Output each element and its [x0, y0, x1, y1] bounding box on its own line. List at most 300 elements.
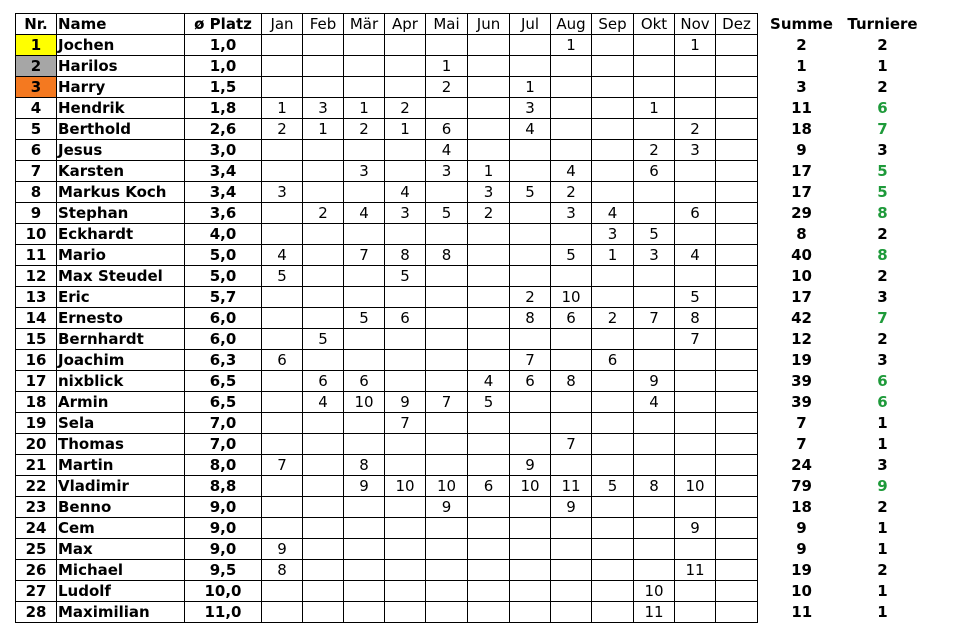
table-row	[16, 455, 920, 476]
month-place: 1	[262, 98, 303, 119]
rank-number: 15	[16, 329, 57, 350]
table-row	[16, 560, 920, 581]
month-place: 7	[634, 308, 675, 329]
table-row	[16, 182, 920, 203]
month-place	[385, 581, 426, 602]
month-place: 1	[551, 35, 592, 56]
month-place: 11	[551, 476, 592, 497]
month-place	[675, 602, 716, 623]
table-row	[16, 35, 920, 56]
month-place: 9	[344, 476, 385, 497]
month-place	[262, 518, 303, 539]
turniere-count: 5	[877, 162, 888, 180]
table-row	[16, 329, 920, 350]
month-place: 5	[262, 266, 303, 287]
month-place	[634, 413, 675, 434]
month-place	[385, 539, 426, 560]
month-place	[510, 518, 551, 539]
month-place	[344, 266, 385, 287]
month-place	[426, 329, 468, 350]
rank-number: 16	[16, 350, 57, 371]
month-place: 5	[675, 287, 716, 308]
month-place	[303, 266, 344, 287]
average-place: 9,0	[185, 518, 262, 539]
month-place	[468, 350, 510, 371]
month-place	[592, 539, 634, 560]
month-place	[510, 434, 551, 455]
month-place	[262, 602, 303, 623]
turniere-count: 8	[877, 204, 888, 222]
table-row	[16, 161, 920, 182]
month-place	[344, 182, 385, 203]
month-place: 10	[634, 581, 675, 602]
month-place: 3	[303, 98, 344, 119]
sum-value: 18	[791, 498, 812, 516]
month-place	[468, 329, 510, 350]
month-place	[303, 245, 344, 266]
month-place	[385, 560, 426, 581]
month-place: 9	[426, 497, 468, 518]
month-place	[344, 77, 385, 98]
month-place	[592, 287, 634, 308]
player-name: Thomas	[57, 434, 185, 455]
month-place: 2	[385, 98, 426, 119]
month-place	[592, 119, 634, 140]
table-row	[16, 266, 920, 287]
month-place	[303, 602, 344, 623]
month-place	[675, 371, 716, 392]
month-place	[468, 455, 510, 476]
month-place	[716, 161, 758, 182]
month-place	[385, 224, 426, 245]
month-place: 7	[551, 434, 592, 455]
header-month: Aug	[551, 14, 592, 35]
month-place	[551, 119, 592, 140]
month-place	[592, 140, 634, 161]
turniere-count: 9	[877, 477, 888, 495]
month-place	[468, 434, 510, 455]
ranking-table	[15, 13, 920, 623]
month-place: 10	[385, 476, 426, 497]
month-place	[303, 539, 344, 560]
month-place	[716, 329, 758, 350]
player-name: Armin	[57, 392, 185, 413]
turniere-count: 2	[877, 78, 888, 96]
sum-value: 17	[791, 183, 812, 201]
header-month: Jul	[510, 14, 551, 35]
month-place	[592, 329, 634, 350]
month-place	[716, 77, 758, 98]
month-place: 6	[426, 119, 468, 140]
average-place: 5,7	[185, 287, 262, 308]
month-place	[262, 203, 303, 224]
month-place	[303, 455, 344, 476]
month-place	[634, 329, 675, 350]
month-place: 10	[426, 476, 468, 497]
month-place	[468, 497, 510, 518]
month-place	[551, 602, 592, 623]
month-place	[468, 413, 510, 434]
month-place	[510, 224, 551, 245]
month-place	[385, 287, 426, 308]
month-place	[426, 371, 468, 392]
month-place: 7	[510, 350, 551, 371]
month-place: 1	[344, 98, 385, 119]
month-place	[716, 602, 758, 623]
player-name: Ernesto	[57, 308, 185, 329]
player-name: Michael	[57, 560, 185, 581]
month-place	[634, 518, 675, 539]
month-place	[592, 455, 634, 476]
sum-value: 9	[796, 519, 807, 537]
header-sum: Summe	[770, 15, 833, 33]
month-place: 2	[344, 119, 385, 140]
month-place	[426, 182, 468, 203]
month-place	[716, 476, 758, 497]
month-place: 6	[592, 350, 634, 371]
table-row	[16, 77, 920, 98]
month-place	[675, 266, 716, 287]
month-place	[551, 140, 592, 161]
rank-number: 6	[16, 140, 57, 161]
average-place: 8,0	[185, 455, 262, 476]
month-place: 1	[303, 119, 344, 140]
month-place: 6	[385, 308, 426, 329]
month-place	[551, 98, 592, 119]
month-place	[385, 434, 426, 455]
table-row	[16, 224, 920, 245]
average-place: 6,0	[185, 308, 262, 329]
month-place: 4	[344, 203, 385, 224]
turniere-count: 1	[877, 57, 888, 75]
month-place	[634, 35, 675, 56]
average-place: 6,3	[185, 350, 262, 371]
month-place	[551, 77, 592, 98]
turniere-count: 2	[877, 225, 888, 243]
month-place	[385, 140, 426, 161]
header-month: Mär	[344, 14, 385, 35]
month-place: 8	[510, 308, 551, 329]
month-place	[262, 35, 303, 56]
month-place: 2	[551, 182, 592, 203]
header-month: Apr	[385, 14, 426, 35]
rank-number: 5	[16, 119, 57, 140]
month-place: 6	[468, 476, 510, 497]
rank-number: 17	[16, 371, 57, 392]
month-place: 9	[675, 518, 716, 539]
table-row	[16, 434, 920, 455]
month-place: 8	[551, 371, 592, 392]
month-place	[344, 602, 385, 623]
month-place: 3	[592, 224, 634, 245]
sum-value: 19	[791, 561, 812, 579]
month-place	[468, 518, 510, 539]
month-place	[551, 392, 592, 413]
table-row	[16, 518, 920, 539]
sum-value: 12	[791, 330, 812, 348]
month-place	[262, 329, 303, 350]
month-place: 2	[675, 119, 716, 140]
average-place: 5,0	[185, 245, 262, 266]
month-place: 3	[262, 182, 303, 203]
month-place	[426, 602, 468, 623]
table-row	[16, 497, 920, 518]
player-name: Stephan	[57, 203, 185, 224]
month-place: 3	[510, 98, 551, 119]
month-place: 5	[385, 266, 426, 287]
month-place	[675, 455, 716, 476]
month-place: 6	[344, 371, 385, 392]
month-place	[344, 287, 385, 308]
month-place: 10	[675, 476, 716, 497]
month-place	[426, 434, 468, 455]
player-name: Mario	[57, 245, 185, 266]
average-place: 1,0	[185, 56, 262, 77]
sum-value: 7	[796, 414, 807, 432]
average-place: 10,0	[185, 581, 262, 602]
month-place	[716, 497, 758, 518]
month-place: 5	[592, 476, 634, 497]
month-place	[303, 77, 344, 98]
player-name: Eckhardt	[57, 224, 185, 245]
month-place: 7	[344, 245, 385, 266]
sum-value: 1	[796, 57, 807, 75]
month-place: 1	[592, 245, 634, 266]
rank-number: 20	[16, 434, 57, 455]
month-place	[716, 245, 758, 266]
month-place	[385, 77, 426, 98]
month-place	[551, 56, 592, 77]
rank-number: 12	[16, 266, 57, 287]
header-month: Dez	[716, 14, 758, 35]
month-place	[303, 287, 344, 308]
sum-value: 3	[796, 78, 807, 96]
rank-number: 1	[16, 35, 57, 56]
month-place: 3	[426, 161, 468, 182]
month-place	[634, 560, 675, 581]
month-place: 1	[675, 35, 716, 56]
rank-number: 11	[16, 245, 57, 266]
table-body	[16, 35, 920, 623]
month-place	[716, 392, 758, 413]
average-place: 8,8	[185, 476, 262, 497]
turniere-count: 3	[877, 351, 888, 369]
header-row	[16, 14, 920, 35]
month-place	[716, 287, 758, 308]
month-place	[426, 413, 468, 434]
player-name: Sela	[57, 413, 185, 434]
month-place	[551, 455, 592, 476]
sum-value: 24	[791, 456, 812, 474]
month-place: 11	[675, 560, 716, 581]
month-place	[426, 518, 468, 539]
turniere-count: 3	[877, 288, 888, 306]
month-place: 9	[510, 455, 551, 476]
month-place	[716, 371, 758, 392]
average-place: 6,0	[185, 329, 262, 350]
month-place	[716, 308, 758, 329]
month-place	[426, 308, 468, 329]
month-place	[510, 497, 551, 518]
player-name: Maximilian	[57, 602, 185, 623]
month-place	[716, 266, 758, 287]
player-name: Bernhardt	[57, 329, 185, 350]
month-place: 2	[634, 140, 675, 161]
player-name: Benno	[57, 497, 185, 518]
turniere-count: 2	[877, 267, 888, 285]
month-place: 5	[303, 329, 344, 350]
month-place	[303, 497, 344, 518]
month-place	[592, 602, 634, 623]
month-place: 3	[551, 203, 592, 224]
month-place	[592, 161, 634, 182]
month-place: 10	[551, 287, 592, 308]
month-place	[634, 539, 675, 560]
sum-value: 10	[791, 267, 812, 285]
table-row	[16, 140, 920, 161]
month-place: 8	[262, 560, 303, 581]
sum-value: 39	[791, 393, 812, 411]
month-place	[468, 56, 510, 77]
sum-value: 7	[796, 435, 807, 453]
month-place	[468, 98, 510, 119]
table-row	[16, 392, 920, 413]
table-row	[16, 476, 920, 497]
rank-number: 21	[16, 455, 57, 476]
header-month: Okt	[634, 14, 675, 35]
month-place	[426, 98, 468, 119]
month-place	[385, 518, 426, 539]
month-place	[344, 140, 385, 161]
month-place: 3	[634, 245, 675, 266]
month-place: 6	[262, 350, 303, 371]
month-place	[468, 581, 510, 602]
sum-value: 17	[791, 162, 812, 180]
month-place	[675, 497, 716, 518]
sum-value: 17	[791, 288, 812, 306]
month-place	[468, 560, 510, 581]
rank-number: 2	[16, 56, 57, 77]
month-place	[426, 581, 468, 602]
month-place	[634, 182, 675, 203]
month-place	[426, 287, 468, 308]
month-place	[303, 35, 344, 56]
table-row	[16, 287, 920, 308]
month-place	[385, 35, 426, 56]
sum-value: 40	[791, 246, 812, 264]
month-place	[262, 371, 303, 392]
month-place: 9	[634, 371, 675, 392]
turniere-count: 2	[877, 36, 888, 54]
month-place	[344, 581, 385, 602]
average-place: 7,0	[185, 413, 262, 434]
month-place: 1	[385, 119, 426, 140]
header-month: Nov	[675, 14, 716, 35]
month-place	[592, 518, 634, 539]
month-place: 4	[510, 119, 551, 140]
month-place	[510, 56, 551, 77]
month-place	[303, 560, 344, 581]
table-row	[16, 308, 920, 329]
month-place: 8	[675, 308, 716, 329]
sum-value: 9	[796, 540, 807, 558]
month-place	[468, 119, 510, 140]
month-place: 4	[551, 161, 592, 182]
month-place	[344, 56, 385, 77]
month-place: 2	[510, 287, 551, 308]
turniere-count: 1	[877, 519, 888, 537]
month-place	[344, 434, 385, 455]
rank-number: 27	[16, 581, 57, 602]
month-place	[385, 56, 426, 77]
month-place	[344, 413, 385, 434]
average-place: 1,0	[185, 35, 262, 56]
month-place	[468, 266, 510, 287]
month-place	[385, 497, 426, 518]
month-place	[344, 539, 385, 560]
month-place	[303, 476, 344, 497]
player-name: Max Steudel	[57, 266, 185, 287]
month-place: 6	[551, 308, 592, 329]
month-place	[303, 413, 344, 434]
month-place	[634, 350, 675, 371]
month-place	[426, 224, 468, 245]
sum-value: 19	[791, 351, 812, 369]
header-month: Jan	[262, 14, 303, 35]
header-name: Name	[57, 14, 185, 35]
month-place: 2	[262, 119, 303, 140]
player-name: Eric	[57, 287, 185, 308]
rank-number: 10	[16, 224, 57, 245]
month-place: 9	[262, 539, 303, 560]
month-place: 5	[551, 245, 592, 266]
month-place	[716, 518, 758, 539]
average-place: 7,0	[185, 434, 262, 455]
month-place	[634, 203, 675, 224]
table-row	[16, 119, 920, 140]
sum-value: 10	[791, 582, 812, 600]
month-place	[634, 455, 675, 476]
month-place: 3	[344, 161, 385, 182]
month-place	[716, 224, 758, 245]
month-place	[303, 224, 344, 245]
month-place	[716, 56, 758, 77]
table-row	[16, 539, 920, 560]
month-place	[303, 350, 344, 371]
header-avg-place: ø Platz	[185, 14, 262, 35]
month-place	[675, 434, 716, 455]
month-place	[262, 56, 303, 77]
player-name: nixblick	[57, 371, 185, 392]
average-place: 3,4	[185, 182, 262, 203]
month-place	[510, 329, 551, 350]
month-place	[262, 476, 303, 497]
month-place	[262, 581, 303, 602]
month-place: 5	[344, 308, 385, 329]
sum-value: 8	[796, 225, 807, 243]
month-place: 8	[426, 245, 468, 266]
month-place: 4	[468, 371, 510, 392]
month-place	[634, 287, 675, 308]
turniere-count: 2	[877, 498, 888, 516]
month-place	[510, 539, 551, 560]
month-place: 8	[634, 476, 675, 497]
month-place	[551, 350, 592, 371]
table-row	[16, 98, 920, 119]
month-place	[426, 266, 468, 287]
month-place	[510, 161, 551, 182]
month-place	[262, 287, 303, 308]
